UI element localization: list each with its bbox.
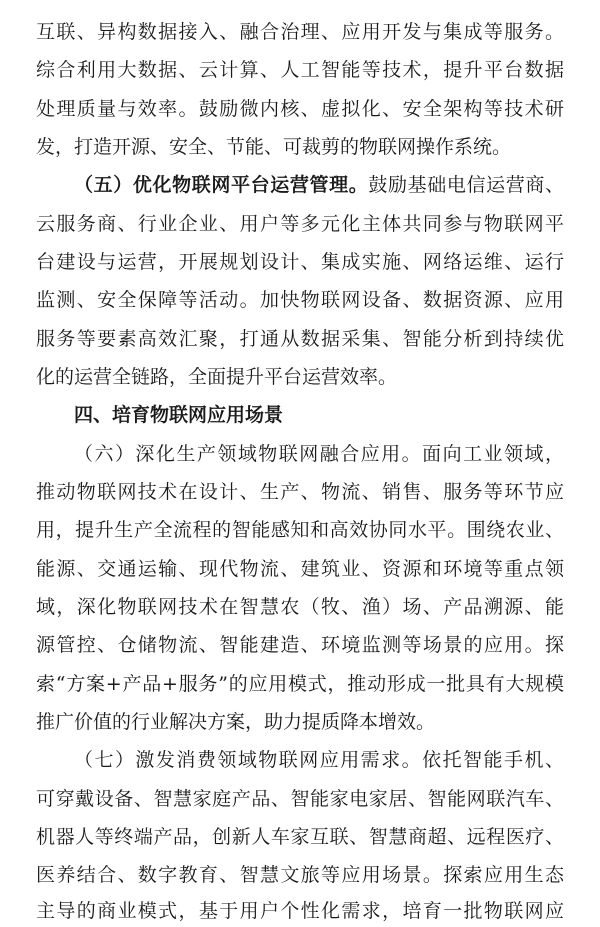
paragraph-line: 发，打造开源、安全、节能、可裁剪的物联网操作系统。 xyxy=(36,136,512,158)
paragraph-line: 推动物联网技术在设计、生产、物流、销售、服务等环节应 xyxy=(36,481,564,503)
paragraph-line: 台建设与运营，开展规划设计、集成实施、网络运维、运行 xyxy=(36,251,564,273)
paragraph-line: 互联、异构数据接入、融合治理、应用开发与集成等服务。 xyxy=(36,21,564,43)
paragraph-line: 推广价值的行业解决方案，助力提质降本增效。 xyxy=(36,711,436,733)
paragraph-line: 化的运营全链路，全面提升平台运营效率。 xyxy=(36,366,398,388)
paragraph-line: 医养结合、数字教育、智慧文旅等应用场景。探索应用生态 xyxy=(36,864,564,886)
paragraph-line: 用，提升生产全流程的智能感知和高效协同水平。围绕农业、 xyxy=(36,519,564,541)
paragraph-line: 综合利用大数据、云计算、人工智能等技术，提升平台数据 xyxy=(36,59,564,81)
section-7-heading-line: （七）激发消费领域物联网应用需求。依托智能手机、 xyxy=(74,749,564,771)
paragraph-line: 源管控、仓储物流、智能建造、环境监测等场景的应用。探 xyxy=(36,634,564,656)
paragraph-line: 服务等要素高效汇聚，打通从数据采集、智能分析到持续优 xyxy=(36,328,564,350)
section-6-heading-line: （六）深化生产领域物联网融合应用。面向工业领域， xyxy=(74,443,564,465)
paragraph-line: 监测、安全保障等活动。加快物联网设备、数据资源、应用 xyxy=(36,289,564,311)
section-5-heading-line: （五）优化物联网平台运营管理。鼓励基础电信运营商、 xyxy=(74,174,564,196)
section-4-heading: 四、培育物联网应用场景 xyxy=(74,404,284,426)
paragraph-line: 机器人等终端产品，创新人车家互联、智慧商超、远程医疗、 xyxy=(36,826,564,848)
paragraph-line: 域，深化物联网技术在智慧农（牧、渔）场、产品溯源、能 xyxy=(36,596,564,618)
paragraph-line: 云服务商、行业企业、用户等多元化主体共同参与物联网平 xyxy=(36,213,564,235)
paragraph-line: 索“方案+产品+服务”的应用模式，推动形成一批具有大规模 xyxy=(36,673,564,695)
paragraph-line: 可穿戴设备、智慧家庭产品、智能家电家居、智能网联汽车、 xyxy=(36,788,564,810)
paragraph-line: 能源、交通运输、现代物流、建筑业、资源和环境等重点领 xyxy=(36,558,564,580)
paragraph-line: 主导的商业模式，基于用户个性化需求，培育一批物联网应 xyxy=(36,900,564,922)
section-5-title: （五）优化物联网平台运营管理。 xyxy=(74,174,369,196)
paragraph-line: 处理质量与效率。鼓励微内核、虚拟化、安全架构等技术研 xyxy=(36,98,564,120)
